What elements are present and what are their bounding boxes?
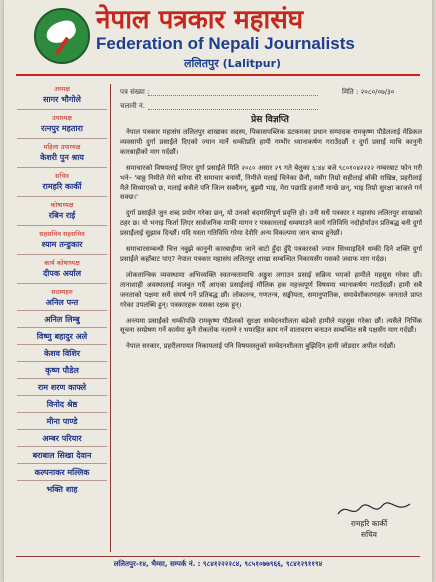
letter-body <box>120 128 422 358</box>
letterhead-page <box>4 0 432 582</box>
sidebar-separator <box>17 344 107 345</box>
dispatch-number-line <box>148 109 318 110</box>
body-paragraph: समाचारसम्बन्धी चित्त नबुझे कानुनी कारबाहीमा जाने बाटो हुँदा हुँदै पत्रकारको ज्यान सिध्याइदिने धम्की दिने शक्ति दुर्गा प्रसाईंले कहाँबाट पाए? नेपाल पत्रकार महासंघ ललितपुर शाखा सम्बन्धित निकायसँग यसको जवाफ माग गर्दछ। <box>120 245 422 263</box>
sidebar-separator <box>17 254 107 255</box>
member-name: रामहरि कार्की <box>42 182 82 191</box>
branch-name: ललितपुर (Lalitpur) <box>184 57 282 70</box>
member-name: सागर भौगोले <box>43 95 81 104</box>
sidebar-separator <box>17 327 107 328</box>
member-name: श्याम तन्डुकार <box>41 240 83 249</box>
member-block <box>12 229 112 250</box>
member-block <box>12 113 112 134</box>
footer-address: ललितपुर-१४, भैम्सा, सम्पर्क नं. : ९८४१२२२२८४, ९८५१०७७९६६, ९८४१२९११९४ <box>113 560 323 568</box>
signer-name: रामहरि कार्की <box>350 519 388 528</box>
sidebar-separator <box>17 310 107 311</box>
member-name: केशव विशिर <box>43 349 81 358</box>
sidebar-separator <box>17 463 107 464</box>
member-name: भक्ति शाह <box>46 485 78 494</box>
member-role: सहसचिव सहसचिव <box>39 230 85 238</box>
org-name-english: Federation of Nepali Journalists <box>96 34 355 53</box>
member-name: अनिल पन्त <box>45 298 79 307</box>
org-name-nepali: नेपाल पत्रकार महासंघ <box>96 5 304 35</box>
sidebar-separator <box>17 283 107 284</box>
body-paragraph: नेपाल सरकार, प्रहरीलगायत निकायलाई पनि विषयवस्तुको सम्वेदनशीलता बुझिदिन हामी जोडदार अपील गर्दछौं। <box>126 342 396 351</box>
member-name: विनोद श्रेष्ठ <box>46 400 78 409</box>
member-block <box>12 171 112 192</box>
member-role: अध्यक्ष <box>54 85 70 93</box>
header-divider <box>16 74 420 76</box>
sidebar-separator <box>17 378 107 379</box>
sidebar-separator <box>17 109 107 110</box>
member-block <box>12 200 112 221</box>
ref-number-label: पत्र संख्या : <box>120 88 150 96</box>
body-paragraph: नेपाल पत्रकार महासंघ ललितपुर शाखाका सदस्य, पिकासपब्लिक डटकमका प्रधान सम्पादक रामकृष्ण पौडेललाई मेडिकल व्यवसायी दुर्गा प्रसाईंले दिएको ज्यान मार्ने धम्कीप्रति हामी गम्भीर ध्यानाकर्षण गराउँदछौं र दुर्गा प्रसाईं माथि कानुनी कारबाहीको माग गर्दछौं। <box>120 128 422 156</box>
member-name: केशरी पुन श्राय <box>40 153 84 162</box>
member-name: मीना पाण्डे <box>46 417 78 426</box>
member-name: अम्बर परियार <box>42 434 82 443</box>
sidebar-separator <box>17 138 107 139</box>
member-name: राम शरण काफ्ले <box>37 383 87 392</box>
member-name: अनिल लिम्बु <box>44 315 80 324</box>
body-paragraph: समाचारको विषयलाई लिएर दुर्गा प्रसाईंले मिति २०८० असार २९ गते बेलुका ६:४४ बजे ९८०१०४२२२२ नम्बरबाट फोन गरी भने– 'बाठ्ठ निमीले मेरो बारेमा धेरै समाचार बनायौं, निमीले मलाई चिनेका छैनौ, मसँग तिम्रो सहीलाई बाँकी राखिन्न, प्रहरीलाई मैले सिध्याएको छ, मलाई कसैले पनि जित्न सक्दैनन्, बुझ्यौ भाइ, मेरा पछाडि हजारौं मान्छे छन्, भाइ तिम्रो सुरक्षा काजले गर्न सक्छ।' <box>120 163 422 202</box>
body-paragraph: दुर्गा प्रसाईंले जुन शब्द प्रयोग गरेका छन्, यो उनको बदमासिपूर्ण प्रवृत्ति हो। उनी सधैं पत्रकार र महासंघ ललितपुर शाखाको ठहर छ। यो भनाइ फिर्ता लिएर सार्वजनिक माफी मागन र पत्रकारलाई धम्क्याउने कार्य गतिविधि नदोहोर्याउन प्रतिबद्ध बनी दुर्गा प्रसाईंलाई सुझाव दिन्छौं। यदि यस्ता गतिविधि गरेमा देशैरि अन्य विकल्पमा जान बाध्य हुनेछौं। <box>120 209 422 238</box>
signer-title: सचिव <box>361 530 377 539</box>
member-role: महिला उपाध्यक्ष <box>43 143 81 151</box>
member-name: कल्पनाकर मल्लिक <box>34 468 90 477</box>
sidebar-separator <box>17 225 107 226</box>
sidebar-divider <box>110 84 111 552</box>
member-block <box>12 258 112 279</box>
fnj-logo-icon <box>34 8 90 64</box>
sidebar-separator <box>17 196 107 197</box>
member-block <box>12 84 112 105</box>
handwritten-signature <box>334 500 414 520</box>
sidebar-separator <box>17 395 107 396</box>
office-bearers-sidebar <box>12 84 112 495</box>
member-name: बराबाल सिखा देवान <box>32 451 92 460</box>
letter-date: मिति : २०८०/०७/३० <box>342 88 395 96</box>
member-name: विष्णु बहादुर अले <box>36 332 88 341</box>
sidebar-separator <box>17 167 107 168</box>
letter-title: प्रेस विज्ञप्ति <box>251 115 289 125</box>
member-role: सचिव <box>55 172 69 180</box>
body-paragraph: अन्त्यमा प्रसाईंको धम्कीपछि रामकृष्ण पौडेलको सुरक्षा सम्वेदनशीलता बढेको हामीले महसुस गरेका छौं। त्यसैले निर्भिक सूचना सम्प्रेषण गर्ने कार्यमा कुनै रोकतोक नलाग्ने र भयरहित काम गर्ने वातावरण बनाउन सम्बन्धित सबै पक्षसँग माग गर्दछौं। <box>120 316 422 335</box>
member-role: कोषाध्यक्ष <box>50 201 74 209</box>
footer-divider <box>16 556 420 557</box>
sidebar-separator <box>17 361 107 362</box>
ref-number-line <box>148 95 318 96</box>
member-name: दीपक अर्याल <box>42 269 82 278</box>
signatory <box>324 518 414 540</box>
dispatch-number-label: चलानी नं. <box>120 102 146 110</box>
member-role: कार्य कोषाध्यक्ष <box>44 259 80 267</box>
member-role: उपाध्यक्ष <box>52 114 72 122</box>
sidebar-separator <box>17 429 107 430</box>
member-block <box>12 142 112 163</box>
sidebar-separator <box>17 412 107 413</box>
members-heading: सदस्यहरु <box>51 288 73 296</box>
member-name: कृष्ण पौडेल <box>45 366 79 375</box>
body-paragraph: लोकतान्त्रिक व्यवस्थामा अभिव्यक्ति स्वतन्त्रतामाथि अङ्कुश लगाउन प्रसाई सक्रिय भएको हामीले महसुस गरेका छौं। तानाशाही अवस्थालाई मजबुत गर्दै आएका प्रसाईंलाई मौलिक हक महत्त्वपूर्ण विषयमा ध्यानाकर्षण गराउँदछौं। हामी सबै जनताको पक्षमा सधैं संघर्ष गर्ने प्रतिबद्ध छौं। लोकतन्त्र, गणतन्त्र, सङ्घीयता, समानुपातिक, समावेशीकरणहरू जनताले प्राप्त गरेका उपलब्धि हुन्। पत्रकारहरू यसका रक्षक हुन्। <box>120 270 422 309</box>
member-name: रबिन राई <box>48 211 76 220</box>
sidebar-separator <box>17 446 107 447</box>
member-name: रत्नपुर महतारा <box>41 124 83 133</box>
sidebar-separator <box>17 480 107 481</box>
